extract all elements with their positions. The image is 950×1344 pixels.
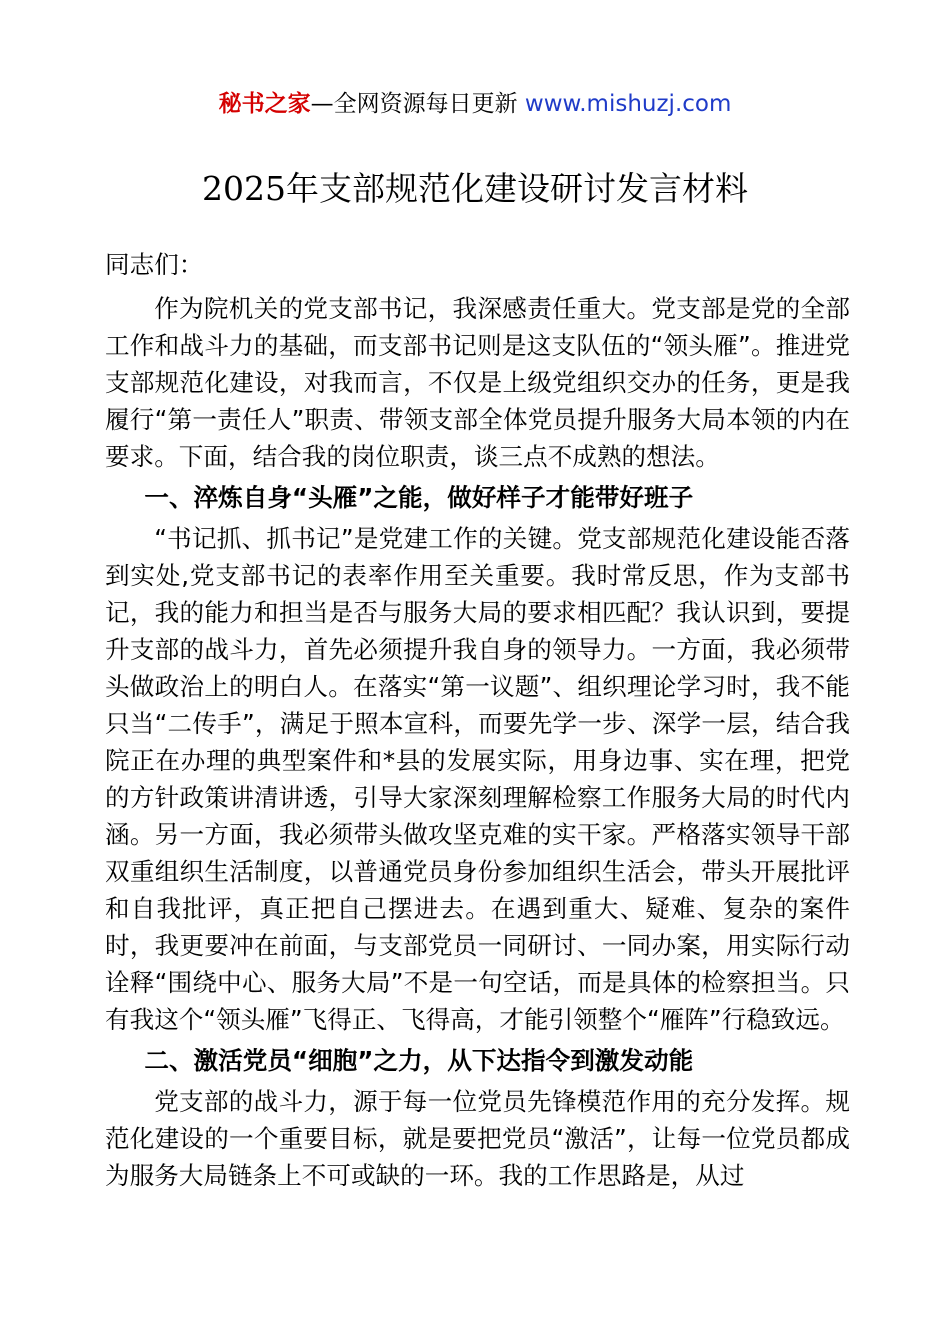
header-separator: — [310,91,334,117]
site-header [0,86,950,122]
document-body [105,246,850,1194]
greeting: 同志们： [105,250,204,279]
site-url-link[interactable]: www.mishuzj.com [524,91,732,117]
site-brand: 秘书之家 [218,91,311,117]
section-heading-1: 一、淬炼自身“头雁”之能，做好样子才能带好班子 [144,483,694,512]
paragraph-section-1: “书记抓、抓书记”是党建工作的关键。党支部规范化建设能否落到实处,党支部书记的表率作用至关重要。我时常反思，作为支部书记，我的能力和担当是否与服务大局的要求相匹配？我认识到，要提升支部的战斗力，首先必须提升我自身的领导力。一方面，我必须带头做政治上的明白人。在落实“第一议题”、组织理论学习时，我不能只当“二传手”，满足于照本宣科，而要先学一步、深学一层，结合我院正在办理的典型案件和*县的发展实际，用身边事、实在理，把党的方针政策讲清讲透，引导大家深刻理解检察工作服务大局的时代内涵。另一方面，我必须带头做攻坚克难的实干家。严格落实领导干部双重组织生活制度，以普通党员身份参加组织生活会，带头开展批评和自我批评，真正把自己摆进去。在遇到重大、疑难、复杂的案件时，我更要冲在前面，与支部党员一同研讨、一同办案，用实际行动诠释“围绕中心、服务大局”不是一句空话，而是具体的检察担当。只有我这个“领头雁”飞得正、飞得高，才能引领整个“雁阵”行稳致远。 [105,524,850,1034]
paragraph-intro: 作为院机关的党支部书记，我深感责任重大。党支部是党的全部工作和战斗力的基础，而支部书记则是这支队伍的“领头雁”。推进党支部规范化建设，对我而言，不仅是上级党组织交办的任务，更是我履行“第一责任人”职责、带领支部全体党员提升服务大局本领的内在要求。下面，结合我的岗位职责，谈三点不成熟的想法。 [105,294,850,471]
paragraph-section-2: 党支部的战斗力，源于每一位党员先锋模范作用的充分发挥。规范化建设的一个重要目标，就是要把党员“激活”，让每一位党员都成为服务大局链条上不可或缺的一环。我的工作思路是，从过 [105,1087,850,1190]
section-heading-2: 二、激活党员“细胞”之力，从下达指令到激发动能 [144,1046,694,1075]
document-title: 2025年支部规范化建设研讨发言材料 [202,169,748,208]
site-tagline: 全网资源每日更新 [333,91,525,117]
